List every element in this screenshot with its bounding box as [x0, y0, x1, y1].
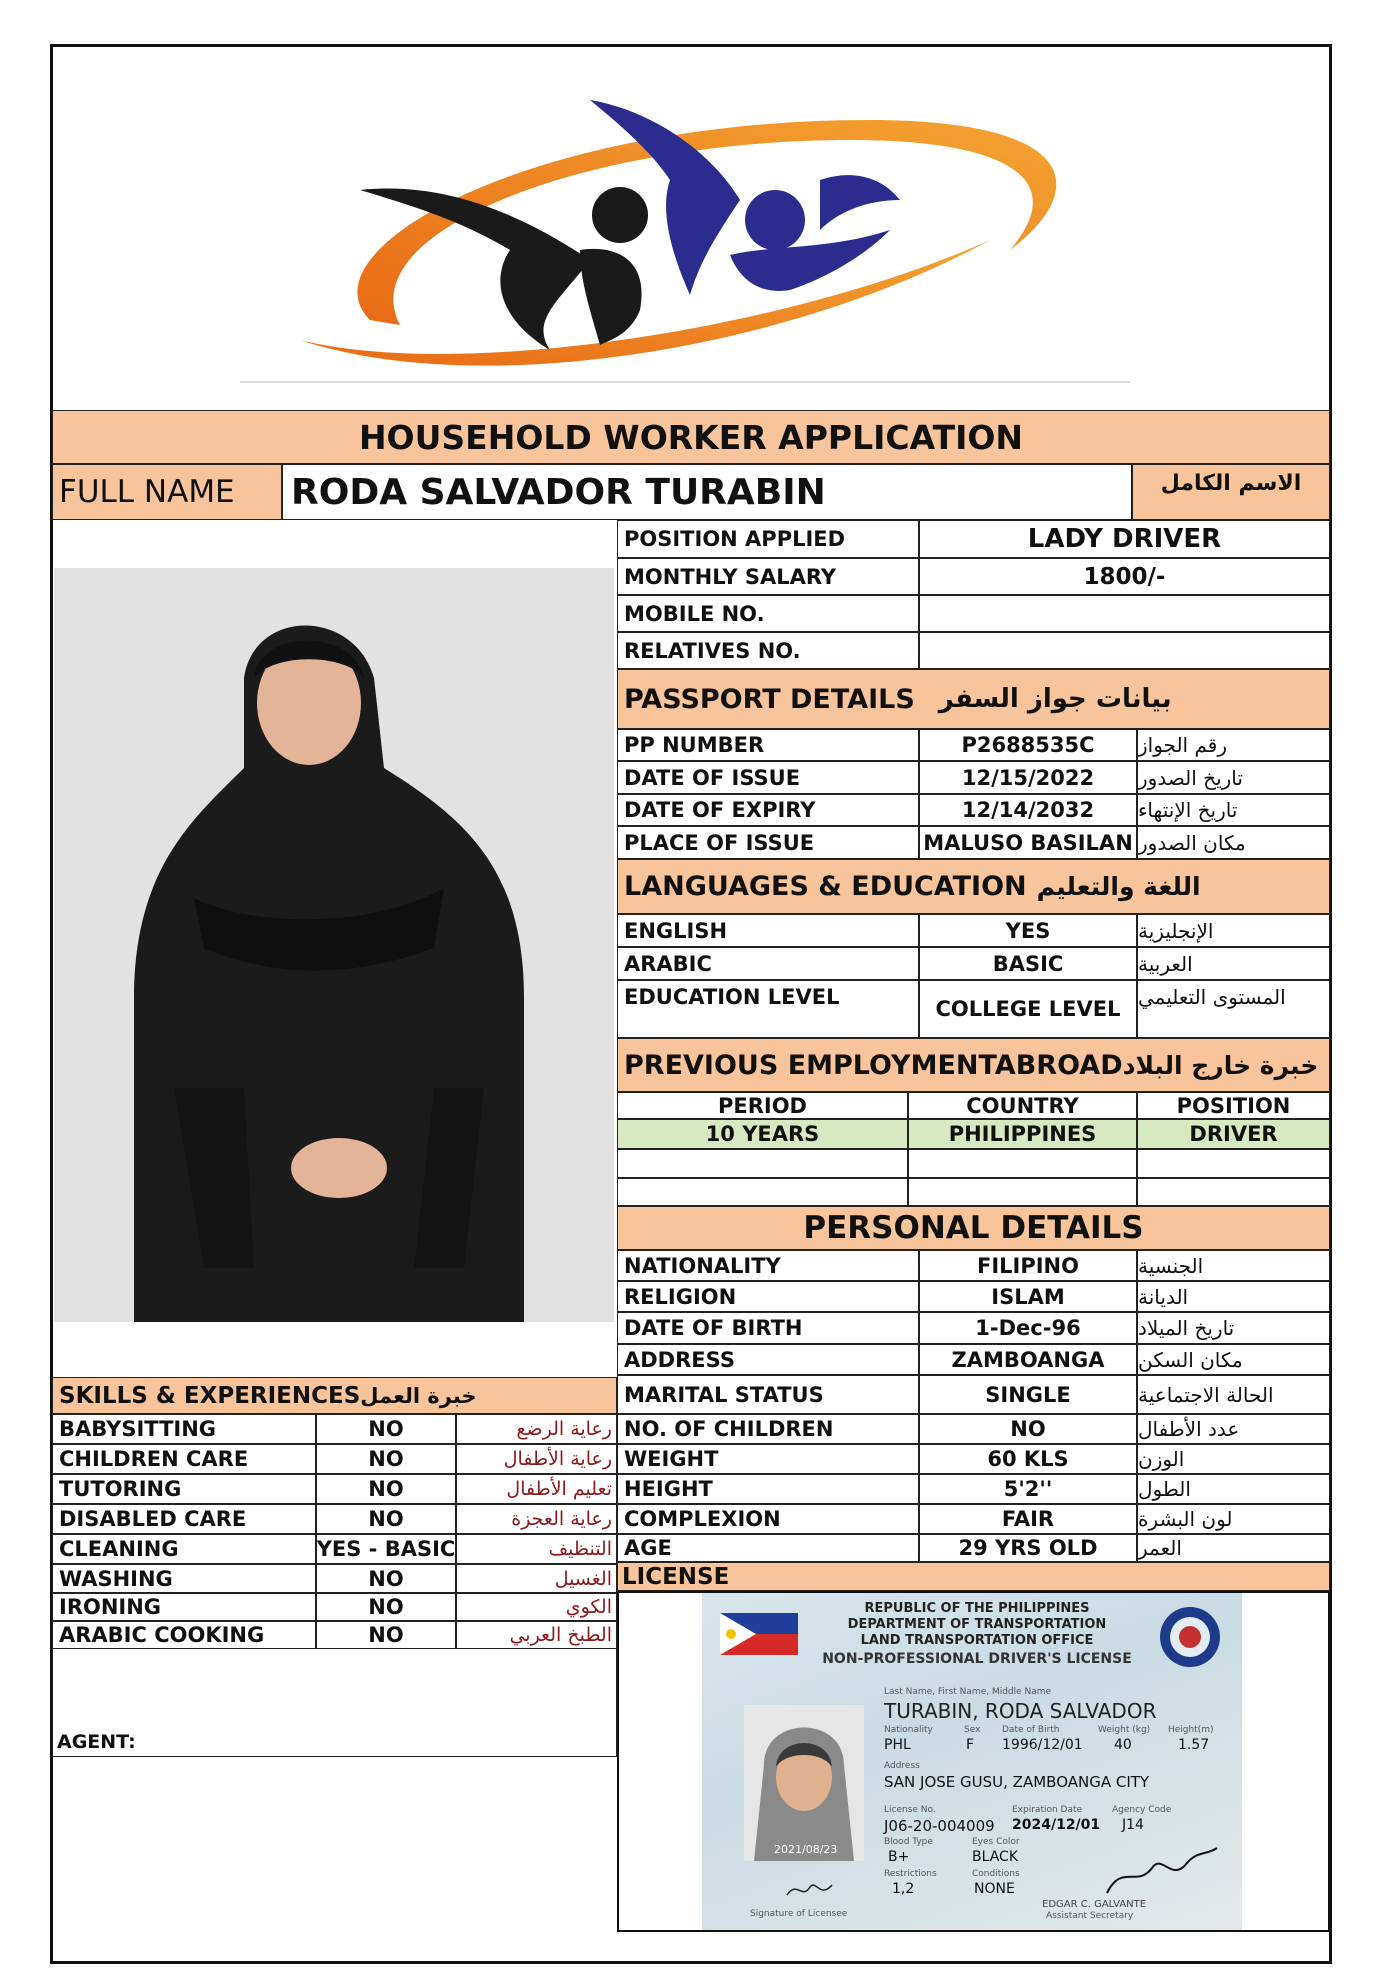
skill-value: YES - BASIC	[316, 1534, 456, 1564]
monthly-salary-label: MONTHLY SALARY	[617, 558, 919, 595]
lto-seal-icon	[1158, 1605, 1222, 1669]
monthly-salary-value: 1800/-	[919, 558, 1330, 595]
employment-empty-cell	[617, 1149, 908, 1178]
position-applied-value: LADY DRIVER	[919, 520, 1330, 558]
arabic-label: ARABIC	[617, 947, 919, 980]
nationality-label: NATIONALITY	[617, 1250, 919, 1281]
skill-arabic: الكوي	[456, 1593, 617, 1621]
date-of-issue-arabic: تاريخ الصدور	[1137, 761, 1330, 794]
license-sex: F	[966, 1737, 975, 1753]
license-conditions-caption: Conditions	[972, 1869, 1020, 1879]
date-of-birth-value: 1-Dec-96	[919, 1312, 1137, 1344]
license-expiry-caption: Expiration Date	[1012, 1805, 1083, 1815]
skill-arabic: تعليم الأطفال	[456, 1474, 617, 1504]
license-blood-caption: Blood Type	[884, 1837, 933, 1847]
full-name-arabic: الاسم الكامل	[1132, 464, 1330, 520]
date-of-issue-value: 12/15/2022	[919, 761, 1137, 794]
form-title: HOUSEHOLD WORKER APPLICATION	[52, 410, 1330, 464]
employment-period: 10 YEARS	[617, 1119, 908, 1149]
languages-section-header	[617, 859, 1330, 914]
date-of-issue-label: DATE OF ISSUE	[617, 761, 919, 794]
license-agency-caption: Agency Code	[1112, 1805, 1172, 1815]
date-of-birth-arabic: تاريخ الميلاد	[1137, 1312, 1330, 1344]
applicant-photo	[54, 568, 614, 1322]
skills-title: SKILLS & EXPERIENCES	[59, 1382, 361, 1409]
license-dob-caption: Date of Birth	[1002, 1725, 1060, 1735]
license-weight: 40	[1114, 1737, 1132, 1753]
weight-label: WEIGHT	[617, 1444, 919, 1474]
employment-header-country: COUNTRY	[908, 1092, 1137, 1119]
religion-value: ISLAM	[919, 1281, 1137, 1312]
mobile-no-label: MOBILE NO.	[617, 595, 919, 632]
employment-title-arabic: خبرة خارج البلاد	[1122, 1050, 1319, 1080]
complexion-arabic: لون البشرة	[1137, 1504, 1330, 1534]
license-expiry: 2024/12/01	[1012, 1817, 1101, 1833]
age-value: 29 YRS OLD	[919, 1534, 1137, 1562]
languages-title-arabic: اللغة والتعليم	[1036, 872, 1201, 901]
skill-label: IRONING	[52, 1593, 316, 1621]
weight-arabic: الوزن	[1137, 1444, 1330, 1474]
place-of-issue-value: MALUSO BASILAN	[919, 826, 1137, 859]
english-arabic: الإنجليزية	[1137, 914, 1330, 947]
weight-value: 60 KLS	[919, 1444, 1137, 1474]
license-name: TURABIN, RODA SALVADOR	[884, 1699, 1157, 1723]
license-height: 1.57	[1178, 1737, 1210, 1753]
date-of-expiry-arabic: تاريخ الإنتهاء	[1137, 794, 1330, 826]
pp-number-arabic: رقم الجواز	[1137, 729, 1330, 761]
position-applied-label: POSITION APPLIED	[617, 520, 919, 558]
date-of-expiry-value: 12/14/2032	[919, 794, 1137, 826]
nationality-value: FILIPINO	[919, 1250, 1137, 1281]
license-weight-caption: Weight (kg)	[1098, 1725, 1151, 1735]
officer-title: Assistant Secretary	[1046, 1911, 1134, 1921]
complexion-value: FAIR	[919, 1504, 1137, 1534]
complexion-label: COMPLEXION	[617, 1504, 919, 1534]
age-arabic: العمر	[1137, 1534, 1330, 1562]
relatives-no-value	[919, 632, 1330, 669]
full-name-value: RODA SALVADOR TURABIN	[282, 464, 1132, 520]
company-logo	[230, 80, 1150, 390]
english-value: YES	[919, 914, 1137, 947]
full-name-label: FULL NAME	[52, 464, 282, 520]
skill-value: NO	[316, 1621, 456, 1649]
license-restrictions: 1,2	[892, 1881, 915, 1897]
skill-arabic: الطبخ العربي	[456, 1621, 617, 1649]
employment-empty-cell	[1137, 1178, 1330, 1206]
license-eyes: BLACK	[972, 1849, 1019, 1865]
skill-arabic: التنظيف	[456, 1534, 617, 1564]
employment-empty-cell	[617, 1178, 908, 1206]
children-arabic: عدد الأطفال	[1137, 1414, 1330, 1444]
philippine-flag-icon	[720, 1613, 798, 1655]
license-blood: B+	[888, 1849, 910, 1865]
skill-label: CHILDREN CARE	[52, 1444, 316, 1474]
license-address-caption: Address	[884, 1761, 920, 1771]
license-nationality-caption: Nationality	[884, 1725, 933, 1735]
license-type: NON-PROFESSIONAL DRIVER'S LICENSE	[822, 1651, 1132, 1667]
licensee-signature-caption: Signature of Licensee	[750, 1909, 848, 1919]
religion-arabic: الديانة	[1137, 1281, 1330, 1312]
personal-section-header: PERSONAL DETAILS	[617, 1206, 1330, 1250]
age-label: AGE	[617, 1534, 919, 1562]
skill-value: NO	[316, 1564, 456, 1593]
height-value: 5'2''	[919, 1474, 1137, 1504]
employment-empty-cell	[908, 1178, 1137, 1206]
address-label: ADDRESS	[617, 1344, 919, 1375]
license-conditions: NONE	[974, 1881, 1015, 1897]
skill-label: ARABIC COOKING	[52, 1621, 316, 1649]
place-of-issue-label: PLACE OF ISSUE	[617, 826, 919, 859]
employment-empty-cell	[1137, 1149, 1330, 1178]
skill-label: CLEANING	[52, 1534, 316, 1564]
employment-position: DRIVER	[1137, 1119, 1330, 1149]
skill-label: BABYSITTING	[52, 1414, 316, 1444]
skill-arabic: رعاية الرضع	[456, 1414, 617, 1444]
children-label: NO. OF CHILDREN	[617, 1414, 919, 1444]
marital-status-value: SINGLE	[919, 1375, 1137, 1414]
agent-label: AGENT:	[57, 1731, 136, 1753]
marital-status-arabic: الحالة الاجتماعية	[1137, 1375, 1330, 1414]
employment-title: PREVIOUS EMPLOYMENTABROAD	[624, 1049, 1123, 1081]
license-photo	[744, 1705, 864, 1861]
skill-label: DISABLED CARE	[52, 1504, 316, 1534]
licensee-signature	[782, 1875, 842, 1905]
skill-value: NO	[316, 1504, 456, 1534]
relatives-no-label: RELATIVES NO.	[617, 632, 919, 669]
arabic-arabic: العربية	[1137, 947, 1330, 980]
address-value: ZAMBOANGA	[919, 1344, 1137, 1375]
license-sex-caption: Sex	[964, 1725, 981, 1735]
license-header-republic: REPUBLIC OF THE PHILIPPINES	[864, 1601, 1090, 1616]
skill-arabic: رعاية العجزة	[456, 1504, 617, 1534]
employment-header-period: PERIOD	[617, 1092, 908, 1119]
nationality-arabic: الجنسية	[1137, 1250, 1330, 1281]
passport-section-header	[617, 669, 1330, 729]
marital-status-label: MARITAL STATUS	[617, 1375, 919, 1414]
license-section-header: LICENSE	[617, 1562, 1330, 1591]
education-level-arabic: المستوى التعليمي	[1137, 980, 1330, 1038]
education-level-value: COLLEGE LEVEL	[919, 980, 1137, 1038]
drivers-license-card	[702, 1593, 1242, 1930]
employment-empty-cell	[908, 1149, 1137, 1178]
license-address: SAN JOSE GUSU, ZAMBOANGA CITY	[884, 1773, 1150, 1791]
english-label: ENGLISH	[617, 914, 919, 947]
place-of-issue-arabic: مكان الصدور	[1137, 826, 1330, 859]
skill-label: TUTORING	[52, 1474, 316, 1504]
pp-number-value: P2688535C	[919, 729, 1137, 761]
employment-country: PHILIPPINES	[908, 1119, 1137, 1149]
address-arabic: مكان السكن	[1137, 1344, 1330, 1375]
officer-name: EDGAR C. GALVANTE	[1042, 1899, 1147, 1910]
license-number: J06-20-004009	[884, 1817, 995, 1835]
license-agency: J14	[1122, 1817, 1144, 1833]
license-header-department: DEPARTMENT OF TRANSPORTATION	[847, 1617, 1107, 1632]
license-photo-date: 2021/08/23	[774, 1843, 838, 1856]
license-header-lto: LAND TRANSPORTATION OFFICE	[860, 1633, 1094, 1648]
education-level-label: EDUCATION LEVEL	[617, 980, 919, 1038]
date-of-birth-label: DATE OF BIRTH	[617, 1312, 919, 1344]
arabic-value: BASIC	[919, 947, 1137, 980]
children-value: NO	[919, 1414, 1137, 1444]
license-eyes-caption: Eyes Color	[972, 1837, 1020, 1847]
languages-title: LANGUAGES & EDUCATION	[624, 871, 1027, 902]
passport-title-arabic: بيانات جواز السفر	[938, 684, 1172, 714]
date-of-expiry-label: DATE OF EXPIRY	[617, 794, 919, 826]
skill-value: NO	[316, 1444, 456, 1474]
officer-signature	[1102, 1843, 1222, 1903]
license-dob: 1996/12/01	[1002, 1737, 1083, 1753]
license-name-caption: Last Name, First Name, Middle Name	[884, 1687, 1052, 1697]
mobile-no-value	[919, 595, 1330, 632]
pp-number-label: PP NUMBER	[617, 729, 919, 761]
height-label: HEIGHT	[617, 1474, 919, 1504]
height-arabic: الطول	[1137, 1474, 1330, 1504]
skill-value: NO	[316, 1414, 456, 1444]
skill-label: WASHING	[52, 1564, 316, 1593]
employment-section-header	[617, 1038, 1330, 1092]
religion-label: RELIGION	[617, 1281, 919, 1312]
skill-arabic: رعاية الأطفال	[456, 1444, 617, 1474]
skills-title-arabic: خبرة العمل	[360, 1383, 477, 1408]
passport-title: PASSPORT DETAILS	[624, 683, 915, 715]
license-restrictions-caption: Restrictions	[884, 1869, 937, 1879]
license-nationality: PHL	[884, 1737, 911, 1753]
skill-value: NO	[316, 1474, 456, 1504]
license-height-caption: Height(m)	[1168, 1725, 1214, 1735]
skill-value: NO	[316, 1593, 456, 1621]
skill-arabic: الغسيل	[456, 1564, 617, 1593]
agent-box	[52, 1649, 617, 1757]
skills-section-header	[52, 1377, 617, 1414]
license-number-caption: License No.	[884, 1805, 936, 1815]
employment-header-position: POSITION	[1137, 1092, 1330, 1119]
